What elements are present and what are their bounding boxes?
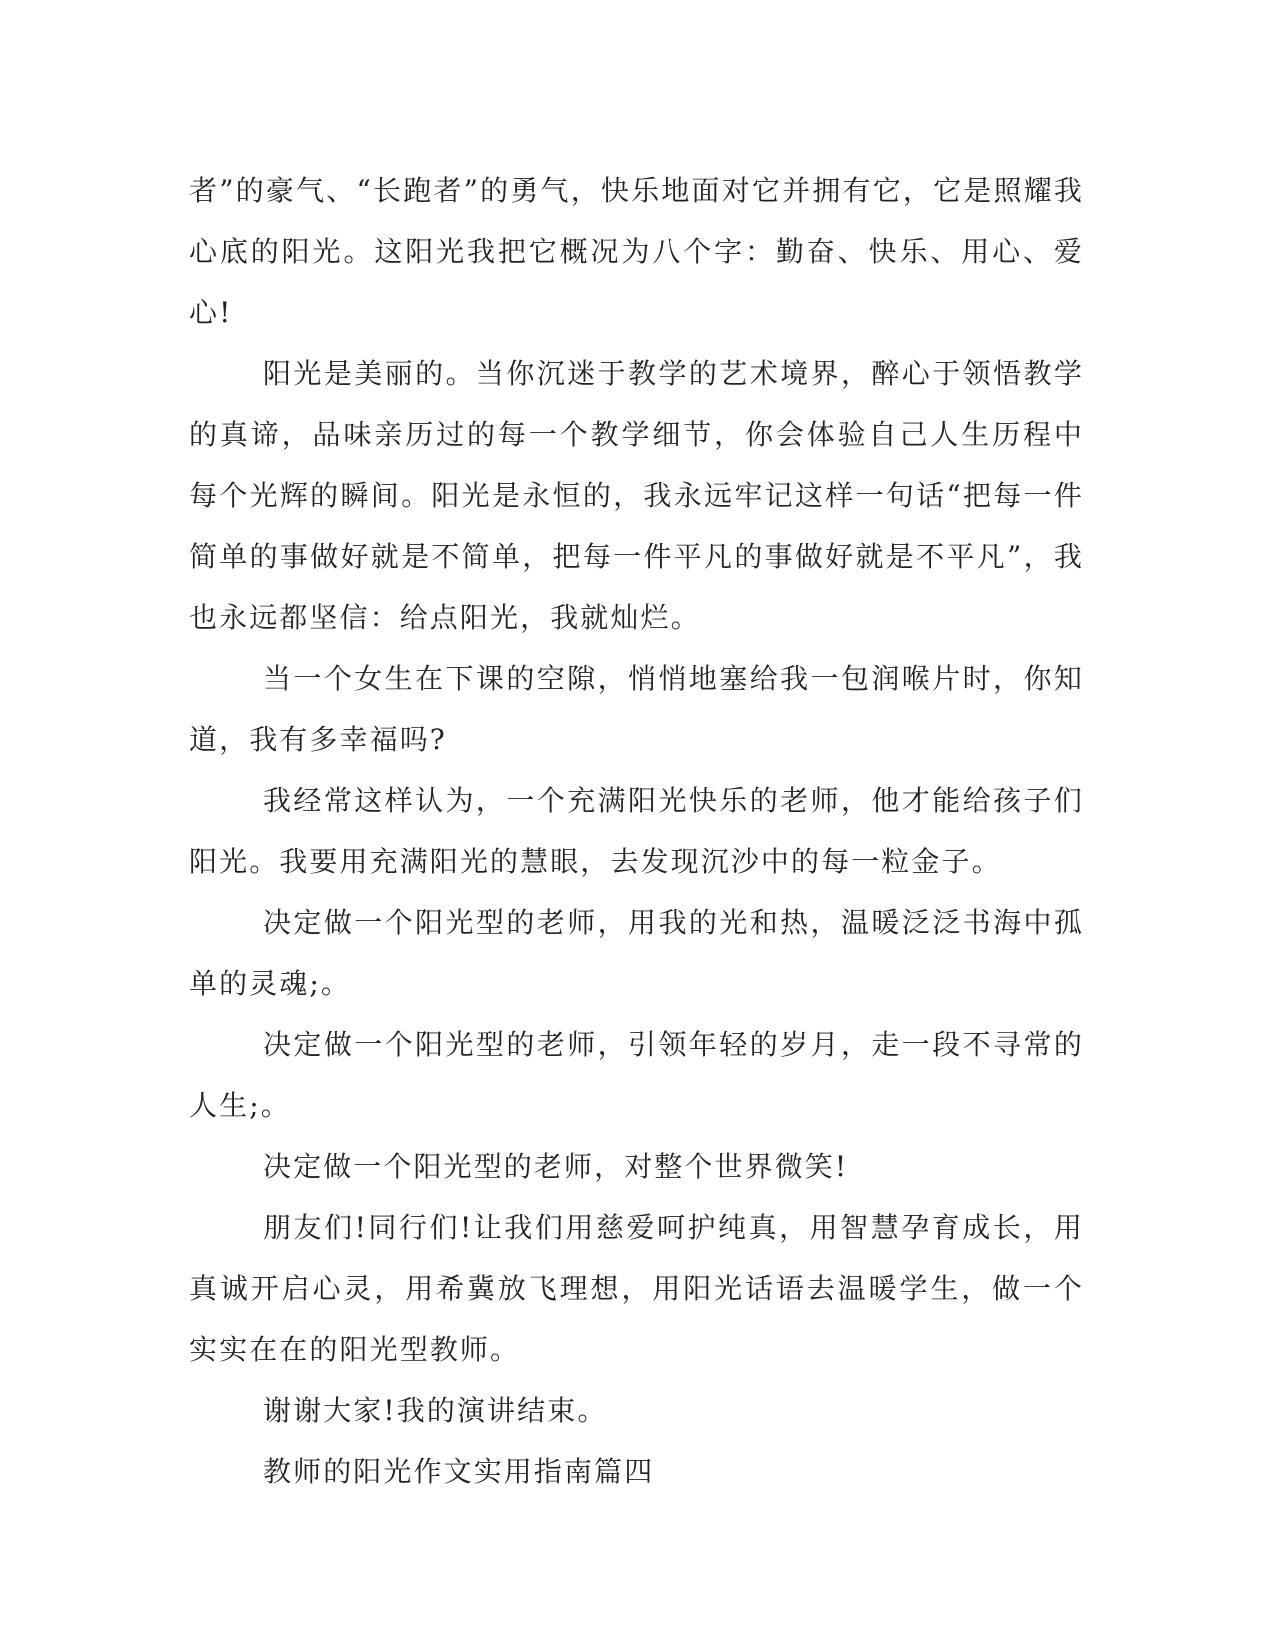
paragraph-5: 决定做一个阳光型的老师，用我的光和热，温暖泛泛书海中孤单的灵魂;。 — [189, 906, 1084, 1000]
document-body — [189, 160, 1084, 1502]
paragraph-2: 阳光是美丽的。当你沉迷于教学的艺术境界，醉心于领悟教学的真谛，品味亲历过的每一个教学细节，你会体验自己人生历程中每个光辉的瞬间。阳光是永恒的，我永远牢记这样一句话“把每一件简单的事做好就是不简单，把每一件平凡的事做好就是不平凡”，我也永远都坚信：给点阳光，我就灿烂。 — [189, 357, 1084, 634]
paragraph-6: 决定做一个阳光型的老师，引领年轻的岁月，走一段不寻常的人生;。 — [189, 1028, 1084, 1122]
paragraph-9: 谢谢大家!我的演讲结束。 — [263, 1394, 608, 1427]
paragraph-3: 当一个女生在下课的空隙，悄悄地塞给我一包润喉片时，你知道，我有多幸福吗? — [189, 662, 1084, 756]
section-heading: 教师的阳光作文实用指南篇四 — [263, 1455, 655, 1488]
paragraph-4: 我经常这样认为，一个充满阳光快乐的老师，他才能给孩子们阳光。我要用充满阳光的慧眼，去发现沉沙中的每一粒金子。 — [189, 784, 1084, 878]
paragraph-7: 决定做一个阳光型的老师，对整个世界微笑! — [263, 1150, 849, 1183]
paragraph-1: 者”的豪气、“长跑者”的勇气，快乐地面对它并拥有它，它是照耀我心底的阳光。这阳光我把它概况为八个字：勤奋、快乐、用心、爱心! — [189, 174, 1084, 329]
paragraph-8: 朋友们!同行们!让我们用慈爱呵护纯真，用智慧孕育成长，用真诚开启心灵，用希冀放飞理想，用阳光话语去温暖学生，做一个实实在在的阳光型教师。 — [189, 1211, 1084, 1366]
